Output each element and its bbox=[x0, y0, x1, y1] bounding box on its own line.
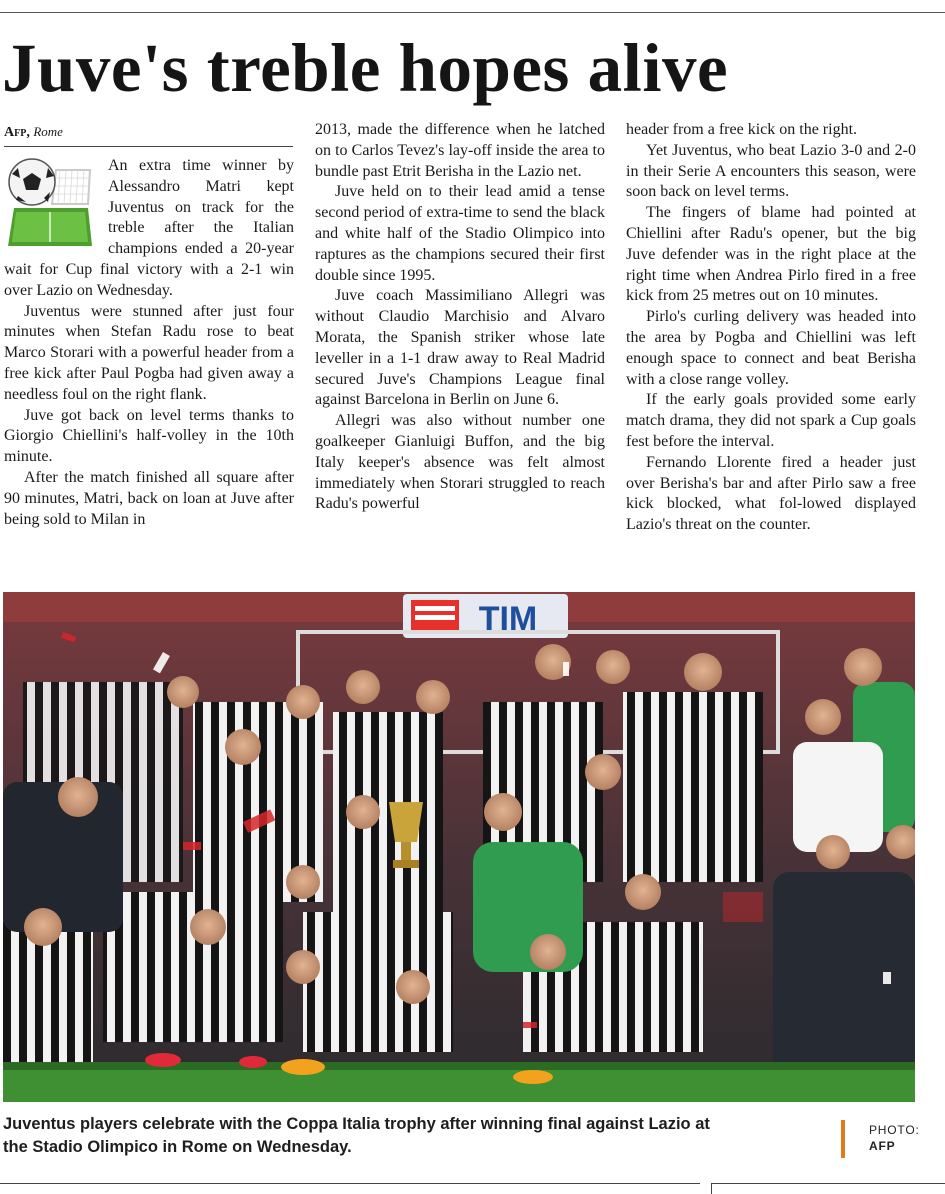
bottom-rule-tick bbox=[711, 1183, 712, 1194]
photo-credit-label: PHOTO: bbox=[869, 1123, 920, 1137]
paragraph-7: Allegri was also without number one goalkeeper Gianluigi Buffon, and the big Italy keeper's absence was felt almost immediately when Storari struggled to reach Radu's powerful bbox=[315, 412, 605, 513]
article-column-1 bbox=[4, 156, 294, 530]
paragraph-12: Fernando Llorente fired a header just over Berisha's bar and after Pirlo saw a free kick blocked, what fol-lowed displayed Lazio's threat on the counter. bbox=[626, 453, 916, 534]
bottom-rule-left bbox=[0, 1183, 700, 1184]
photo-credit bbox=[869, 1122, 920, 1154]
paragraph-10: Pirlo's curling delivery was headed into the area by Pogba and Chiellini was left enough space to connect and beat Berisha with a close range volley. bbox=[626, 308, 916, 388]
paragraph-5: Juve held on to their lead amid a tense second period of extra-time to send the black and white half of the Stadio Olimpico into raptures as the champions secured their first double since 1995. bbox=[315, 183, 605, 284]
team-celebration-photo bbox=[3, 592, 915, 1102]
headline: Juve's treble hopes alive bbox=[2, 30, 729, 106]
paragraph-2: Juventus were stunned after just four minutes when Stefan Radu rose to beat Marco Storari with a powerful header from a free kick after Paul Pogba had given away a needless foul on the right flank. bbox=[4, 302, 294, 403]
byline bbox=[4, 122, 63, 143]
paragraph-8: Yet Juventus, who beat Lazio 3-0 and 2-0 in their Serie A encounters this season, were soon back on level terms. bbox=[626, 141, 916, 201]
paragraph-4: After the match finished all square after 90 minutes, Matri, back on loan at Juve after being sold to Milan in bbox=[4, 468, 294, 528]
byline-agency: Afp, bbox=[4, 125, 30, 140]
paragraph-6: Juve coach Massimiliano Allegri was without Claudio Marchisio and Alvaro Morata, the Spanish striker whose late leveller in a 1-1 draw away to Real Madrid secured Juve's Champions League final against Barcelona in Berlin on June 6. bbox=[315, 287, 605, 409]
paragraph-7-continued: header from a free kick on the right. bbox=[626, 121, 858, 138]
article-column-2 bbox=[315, 120, 605, 515]
byline-rule bbox=[4, 146, 293, 147]
paragraph-9: The fingers of blame had pointed at Chiellini after Radu's opener, but the big Juve defender was in the right place at the right time when Andrea Pirlo fired in a free kick from 25 metres out on 10 minutes. bbox=[626, 204, 916, 305]
photo-credit-source: AFP bbox=[869, 1139, 896, 1153]
article-column-3 bbox=[626, 120, 916, 536]
paragraph-11: If the early goals provided some early match drama, they did not spark a Cup goals fest before the interval. bbox=[626, 391, 916, 450]
credit-accent-bar bbox=[841, 1120, 845, 1158]
bottom-rule-right bbox=[711, 1183, 945, 1184]
paragraph-4-continued: 2013, made the difference when he latched on to Carlos Tevez's lay-off inside the area to bundle past Etrit Berisha in the Lazio net. bbox=[315, 121, 605, 180]
sponsor-board-text: TIM bbox=[478, 600, 538, 638]
paragraph-3: Juve got back on level terms thanks to Giorgio Chiellini's half-volley in the 10th minute. bbox=[4, 406, 294, 466]
byline-place: Rome bbox=[33, 124, 63, 139]
photo-caption: Juventus players celebrate with the Coppa Italia trophy after winning final against Lazio at the Stadio Olimpico in Rome on Wednesday. bbox=[3, 1115, 710, 1156]
top-rule bbox=[0, 12, 945, 13]
soccer-ball-goal-icon bbox=[4, 156, 96, 248]
paragraph-1: An extra time winner by Alessandro Matri kept Juventus on track for the treble after the Italian champions ended a 20-year wait for Cup final victory with a 2-1 win over Lazio on Wednesday. bbox=[4, 157, 294, 299]
